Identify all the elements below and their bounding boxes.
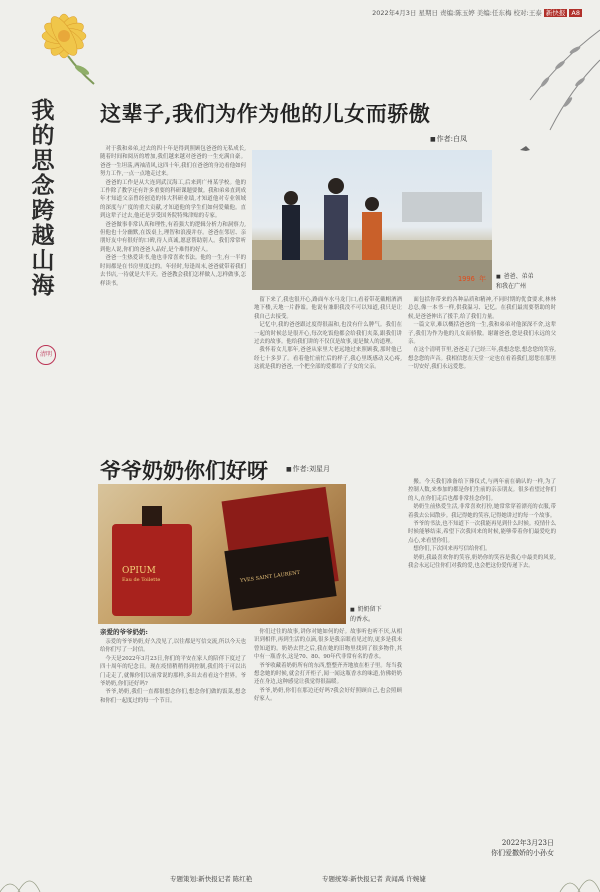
article1-title: 这辈子,我们为作为他的儿女而骄傲 bbox=[100, 101, 431, 126]
footer-planner: 专题策划:新快报记者 陈红艳 bbox=[170, 875, 253, 883]
article1-photo bbox=[252, 150, 492, 290]
seal-stamp: 清明 bbox=[36, 345, 56, 365]
article1-photo-caption: ■ 爸爸、弟弟 和我在广州 bbox=[496, 272, 556, 291]
article1-column-1: 对于我和弟弟,过去的四十年是得到照顾包爸爸的无私成长,随着时间和阅历的增加,我们越来越对爸爸的一生充满自豪。爸爸一生坦荡,两袖清风,这四十年,我们在爸爸的身边看他如何努力工作,一点一点地走过来。 爸爸的工作是从大连到武汉海工,后来到广州某学校。他的工作除了教学还有许多重要的科研课题要做。我和弟弟直到成年才知道父亲曾经创造的伟大科研业绩,才知道他对专业领域的深度与广度的重大贡献,才知道他的学生们如何爱戴他。直到这辈子过去,他还是享受国务院特殊津贴的专家。 爸爸做事非常认真和理性,有着强大的逻辑分析力和洞察力,但他也十分幽默,在饭桌上,理智和浪漫并存。爸爸在邻居、亲朋好友中有很好的口碑,待人真诚,愿意帮助别人。我们常常听到他人说,你们的爸爸人品好,是个难得的好人。 爸爸一生热爱读书,他也非常喜欢书法。他的一生,有一半的时间都是在书房里度过的。年轻时,每逢周末,爸爸就带着我们去书店,一待就是大半天。爸爸教会我们怎样做人,怎样做事,怎样读书。 bbox=[100, 146, 246, 287]
header-date-info: 2022年4月3日 星期日 责编:陈玉婷 美编:任东梅 校对:王泰 bbox=[372, 9, 542, 17]
column-title: 我 的 思 念 跨 越 山 海 bbox=[31, 97, 55, 299]
photo-date-stamp: 1996 年 bbox=[457, 275, 486, 283]
article1-author: ■ 作者:白凤 bbox=[430, 134, 467, 144]
letter-signature bbox=[408, 838, 554, 858]
article2-photo-caption: ■ 奶奶留下 的香水。 bbox=[350, 605, 410, 624]
page-footer bbox=[0, 868, 600, 892]
family-photo-illustration bbox=[252, 150, 492, 290]
page-header bbox=[372, 8, 582, 17]
bottle-brand: OPIUM bbox=[122, 566, 156, 576]
perfume-photo-illustration bbox=[98, 484, 346, 624]
footer-coordinator: 专题统筹:新快报记者 黄闻禹 许婉婕 bbox=[322, 875, 426, 883]
article2-column-1: 亲爱的爷爷奶奶,好久没见了,以往都是写信交流,所以今天也给你们写了一封信。 今天是2022年3月23日,你们的平安在家人的陪伴下度过了四十周年的纪念日。现在疫情稍稍得到控制,我们终于可以出门走走了,就像你们以前常说的那样,多出去看看这个世界。爷爷奶奶,你们还好吗? 爷爷,奶奶,我们一直都很想念你们,想念你们做的饭菜,想念和你们一起度过的每一个节日。 bbox=[100, 639, 246, 704]
bottle-subtitle: Eau de Toilette bbox=[122, 577, 161, 583]
article2-column-3: 搬。今天我们准备给下葬仪式,与两年前在确认的一样,为了控制人数,来参加的都是你们生前的亲亲朋友。很多看望过你们的人,在你们走后也都非常挂念你们。 奶奶生前热爱生活,非常喜欢打扮,她常常穿着漂亮的衣服,带着我去公园散步。我记得她的笑容,记得她讲过的每一个故事。 爷爷的书法,也不知道下一次我能再见到什么时候。疫情什么时候能够结束,希望下次我回来的时候,能够带着你们最爱吃的点心,来看望你们。 想你们,下次回来再写信给你们。 奶奶,我最喜欢你的笑容,奶奶你的笑容是我心中最美的风景,我会永远记住你们对我的爱,也会把这份爱传递下去。 bbox=[408, 479, 556, 570]
box-maker-label: YVES SAINT LAURENT bbox=[239, 569, 301, 585]
letter-greeting: 亲爱的爷爷奶奶: bbox=[100, 628, 148, 636]
section-badge: 新快报 bbox=[545, 9, 566, 17]
article2-title: 爷爷奶奶你们好呀 bbox=[100, 458, 268, 483]
article2-author: ■ 作者:刘星月 bbox=[286, 464, 330, 474]
chrysanthemum-icon bbox=[24, 6, 104, 86]
page-number: A8 bbox=[571, 9, 580, 17]
article1-column-2: 留下来了,我也很开心,路面车水马龙门口,看着带花戴帽酒酒地下楼,天地一片静谧。他说有兼职我没不可以知道,我只是让我自己去接受。 记忆中,我的爸爸跟过度得很温和,也没有什么脾气。我们在一起的时候总是很开心,每次吃饭他都会给我们夹菜,跟我们讲过去的故事。他给我们讲的不仅仅是故事,更是做人的道理。 我怀着女儿那年,爸爸从家里大老远地过来照顾我,那时他已经七十多岁了。看着他忙前忙后的样子,我心里既感动又心疼,这就是我的爸爸,一个把全部的爱都给了子女的父亲。 bbox=[254, 297, 402, 371]
article2-column-2: 你们过往的故事,讲你对她如何的好。故事听也听不厌,从相识到相伴,再到生活的点滴,很多是我亲眼看见过的,更多是我未曾知道的。奶奶去世之后,我在她的旧物里找到了很多物件,其中有一瓶香水,这是70、80、90年代非常有名的香水。 爷爷收藏着奶奶所有的东西,整整齐齐地放在柜子里。每当我想念她的时候,就会打开柜子,闻一闻这瓶香水的味道,仿佛奶奶还在身边,这种感觉让我觉得很温暖。 爷爷,奶奶,你们在那边还好吗?我会好好照顾自己,也会照顾好家人。 bbox=[254, 629, 402, 703]
article2-photo bbox=[98, 484, 346, 624]
signature-date: 2022年3月23日 bbox=[501, 839, 554, 847]
branch-decoration-icon bbox=[490, 20, 600, 170]
article1-column-3: 面包括你带来的各种品质和精神,不同时期的优食要求,林林总总,像一本书一样,供我温习、记忆。在我们最需要帮助的时候,是爸爸伸出了援手,给了我们力量。 一篇文章,难以概括爸爸的一生,我和弟弟对他深深不舍,这辈子,我们为作为他的儿女而骄傲。谢谢爸爸,您是我们永远的父亲。 在这个清明节里,爸爸走了已经三年,我想念您,想念您的笑容,想念您的声音。我相信您在天堂一定也在看着我们,愿您在那里一切安好,我们永远爱您。 bbox=[408, 297, 556, 371]
signature-name: 你们爱撒娇的小孙女 bbox=[491, 849, 554, 857]
